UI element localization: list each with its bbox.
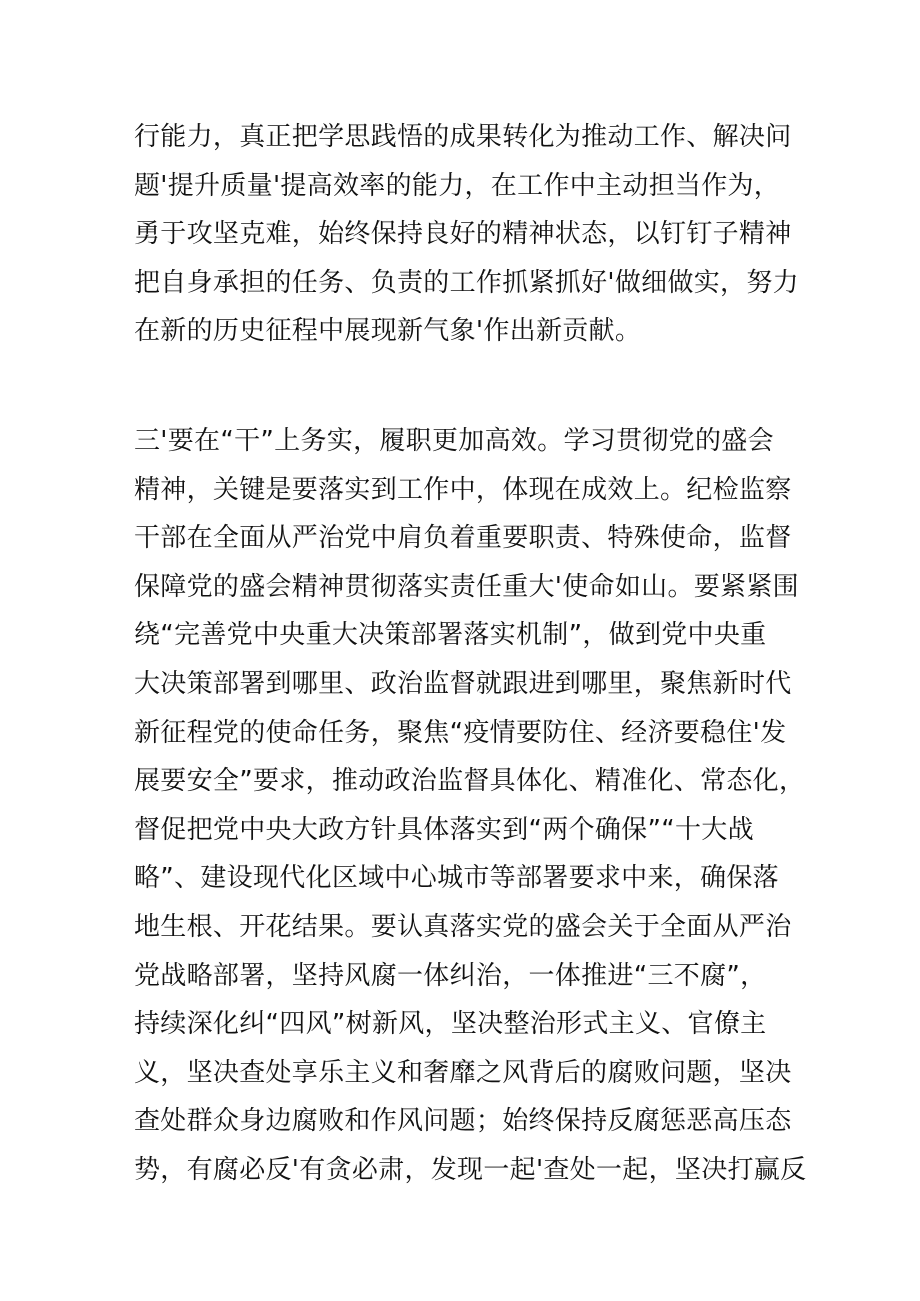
- text-line: 三'要在“干”上务实，履职更加高效。学习贯彻党的盛会: [134, 426, 774, 456]
- paragraph-section-three: [134, 417, 824, 1195]
- text-line: 新征程党的使命任务，聚焦“疫情要防住、经济要稳住'发: [134, 717, 787, 748]
- text-line: 精神，关键是要落实到工作中，体现在成效上。纪检监察: [134, 474, 792, 505]
- text-line: 展要安全”要求，推动政治监督具体化、精准化、常态化，: [134, 766, 806, 797]
- text-line: 持续深化纠“四风”树新风，坚决整治形式主义、官僚主: [134, 1009, 767, 1040]
- text-line: 题'提升质量'提高效率的能力，在工作中主动担当作为，: [134, 170, 781, 201]
- text-line: 党战略部署，坚持风腐一体纠治，一体推进“三不腐”，: [134, 960, 767, 991]
- text-line: 干部在全面从严治党中肩负着重要职责、特殊使命，监督: [134, 523, 792, 554]
- paragraph-continuation: [134, 113, 824, 356]
- text-line: 查处群众身边腐败和作风问题；始终保持反腐惩恶高压态: [134, 1106, 792, 1137]
- text-line: 把自身承担的任务、负责的工作抓紧抓好'做细做实，努力: [134, 267, 799, 298]
- text-line: 义，坚决查处享乐主义和奢靡之风背后的腐败问题，坚决: [134, 1057, 792, 1088]
- text-line: 保障党的盛会精神贯彻落实责任重大'使命如山。要紧紧围: [134, 571, 799, 602]
- text-line: 督促把党中央大政方针具体落实到“两个确保”“十大战: [134, 814, 754, 845]
- text-line: 绕“完善党中央重大决策部署落实机制”，做到党中央重: [134, 620, 767, 651]
- text-line: 大决策部署到哪里、政治监督就跟进到哪里，聚焦新时代: [134, 668, 792, 699]
- text-line: 在新的历史征程中展现新气象'作出新贡献。: [134, 316, 642, 347]
- text-line: 势，有腐必反'有贪必肃，发现一起'查处一起，坚决打赢反: [134, 1154, 807, 1185]
- text-line: 地生根、开花结果。要认真落实党的盛会关于全面从严治: [134, 911, 792, 942]
- text-line: 勇于攻坚克难，始终保持良好的精神状态，以钉钉子精神: [134, 219, 792, 250]
- text-line: 略”、建设现代化区域中心城市等部署要求中来，确保落: [134, 863, 779, 894]
- text-line: 行能力，真正把学思践悟的成果转化为推动工作、解决问: [134, 122, 792, 152]
